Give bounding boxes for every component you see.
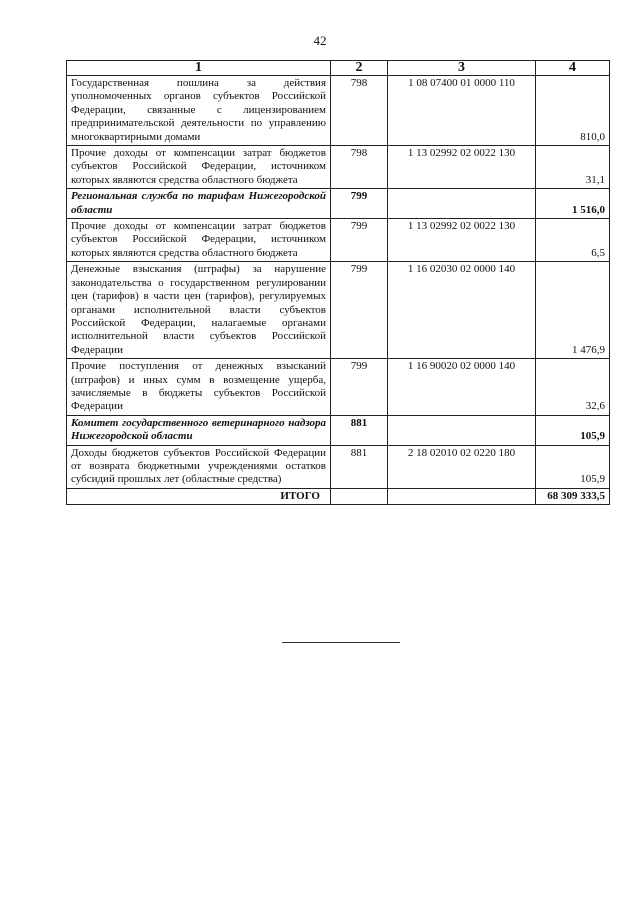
row-amount: 6,5 — [536, 219, 610, 262]
row-admin-code: 799 — [331, 189, 388, 219]
row-name: Государственная пошлина за действия уполномоченных органов субъектов Российской Федерации, связанные с лицензированием предпринимательской деятельности по управлению многоквартирными домами — [67, 76, 331, 146]
header-col-3: 3 — [388, 61, 536, 76]
row-name: Региональная служба по тарифам Нижегородской области — [67, 189, 331, 219]
header-row — [67, 61, 610, 76]
table-row — [67, 219, 610, 262]
row-amount: 1 476,9 — [536, 262, 610, 359]
row-amount: 105,9 — [536, 445, 610, 488]
total-empty-admin — [331, 488, 388, 504]
row-admin-code: 799 — [331, 219, 388, 262]
section-header-row — [67, 189, 610, 219]
total-value: 68 309 333,5 — [536, 488, 610, 504]
row-classification-code: 1 13 02992 02 0022 130 — [388, 219, 536, 262]
row-admin-code: 798 — [331, 76, 388, 146]
row-name: Денежные взыскания (штрафы) за нарушение законодательства о государственном регулировании цен (тарифов) в части цен (тарифов), регулируемых органами исполнительной власти субъектов Российской Федерации, налагаемые органами исполнительной власти субъектов Российской Федерации — [67, 262, 331, 359]
table-row — [67, 76, 610, 146]
row-classification-code — [388, 415, 536, 445]
row-admin-code: 799 — [331, 359, 388, 416]
row-classification-code: 2 18 02010 02 0220 180 — [388, 445, 536, 488]
row-name: Прочие доходы от компенсации затрат бюджетов субъектов Российской Федерации, источником которых являются средства областного бюджета — [67, 146, 331, 189]
row-amount: 32,6 — [536, 359, 610, 416]
row-classification-code: 1 13 02992 02 0022 130 — [388, 146, 536, 189]
row-classification-code: 1 08 07400 01 0000 110 — [388, 76, 536, 146]
table-row — [67, 445, 610, 488]
table-row — [67, 262, 610, 359]
row-name: Комитет государственного ветеринарного надзора Нижегородской области — [67, 415, 331, 445]
table-header — [67, 61, 610, 76]
total-label: ИТОГО — [67, 488, 331, 504]
header-col-1: 1 — [67, 61, 331, 76]
row-admin-code: 881 — [331, 415, 388, 445]
header-col-2: 2 — [331, 61, 388, 76]
total-row — [67, 488, 610, 504]
row-classification-code: 1 16 90020 02 0000 140 — [388, 359, 536, 416]
row-name: Прочие поступления от денежных взысканий (штрафов) и иных сумм в возмещение ущерба, зачисляемые в бюджеты субъектов Российской Федерации — [67, 359, 331, 416]
row-classification-code: 1 16 02030 02 0000 140 — [388, 262, 536, 359]
row-admin-code: 799 — [331, 262, 388, 359]
revenue-table — [66, 60, 610, 505]
row-amount: 31,1 — [536, 146, 610, 189]
row-admin-code: 798 — [331, 146, 388, 189]
total-empty-code — [388, 488, 536, 504]
row-amount: 1 516,0 — [536, 189, 610, 219]
closing-underline — [282, 642, 400, 643]
table-row — [67, 146, 610, 189]
row-amount: 105,9 — [536, 415, 610, 445]
row-name: Доходы бюджетов субъектов Российской Федерации от возврата бюджетными учреждениями остатков субсидий прошлых лет (областные средства) — [67, 445, 331, 488]
row-admin-code: 881 — [331, 445, 388, 488]
page-number: 42 — [313, 33, 327, 48]
row-amount: 810,0 — [536, 76, 610, 146]
row-name: Прочие доходы от компенсации затрат бюджетов субъектов Российской Федерации, источником которых являются средства областного бюджета — [67, 219, 331, 262]
row-classification-code — [388, 189, 536, 219]
header-col-4: 4 — [536, 61, 610, 76]
section-header-row — [67, 415, 610, 445]
table-row — [67, 359, 610, 416]
table-body — [67, 76, 610, 489]
table-footer — [67, 488, 610, 504]
